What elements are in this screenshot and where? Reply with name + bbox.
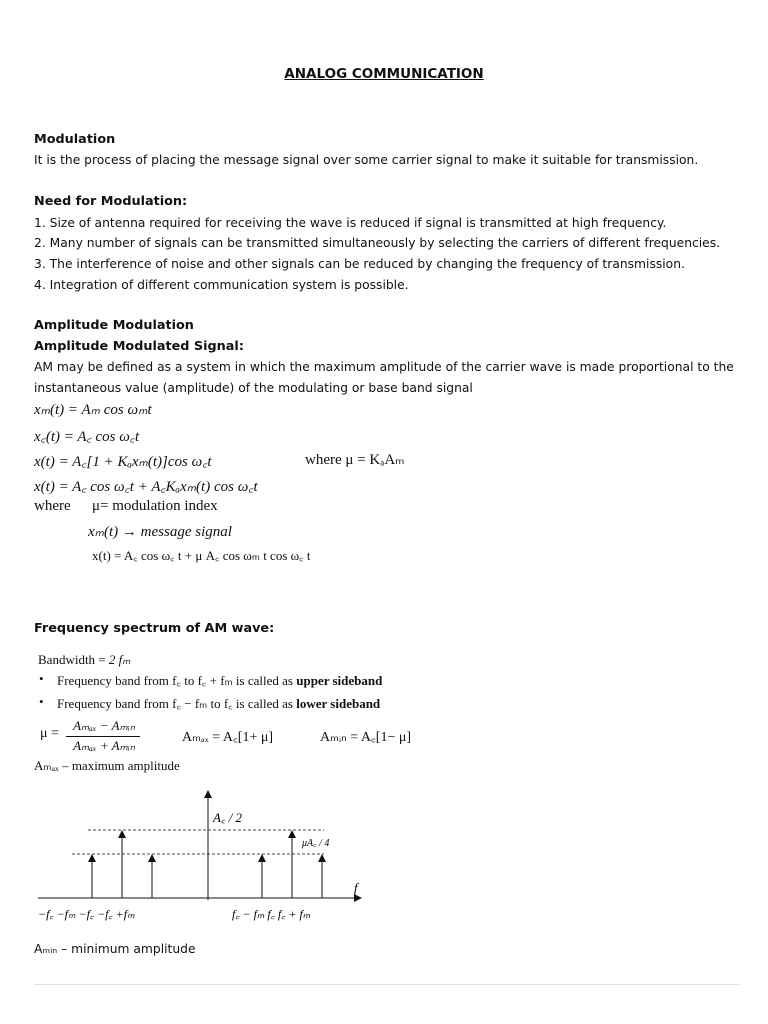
amin-definition: Aₘᵢₙ – minimum amplitude [34,942,196,956]
lower-sideband-text: Frequency band from f꜀ − fₘ to f꜀ is called as [57,696,297,711]
am-signal-heading: Amplitude Modulated Signal: [34,339,244,354]
modulation-index-definition: μ= modulation index [92,498,218,514]
modulation-heading: Modulation [34,132,116,147]
lower-sideband-term: lower sideband [296,696,381,711]
equation-message: xₘ(t) = Aₘ cos ωₘt [34,402,152,418]
upper-sideband-term: upper sideband [296,673,383,688]
upper-sideband-bullet [57,671,382,689]
equation-am-expanded: x(t) = A꜀ cos ω꜀t + A꜀Kₐxₘ(t) cos ω꜀t [34,479,258,495]
bandwidth-line [38,652,130,668]
fraction-line [66,736,140,737]
fraction-numerator: Aₘₐₓ − Aₘᵢₙ [73,718,135,733]
equation-mu-definition: where μ = KₐAₘ [305,452,405,468]
equation-am-final: x(t) = A꜀ cos ω꜀ t + μ A꜀ cos ωₘ t cos ω꜀ t [92,548,311,563]
page-title: ANALOG COMMUNICATION [284,66,484,82]
where-label: where [34,498,71,514]
bandwidth-value: 2 fₘ [108,652,131,667]
modulation-definition: It is the process of placing the message signal over some carrier signal to make it suitable for transmission. [34,153,699,167]
negative-frequency-labels: −f꜀ −fₘ −f꜀ −f꜀ +fₘ [38,907,135,921]
mu-symbol: μ = [40,726,59,741]
upper-sideband-text: Frequency band from f꜀ to f꜀ + fₘ is called as [57,673,297,688]
am-spectrum-diagram [34,788,374,928]
message-signal-definition: xₘ(t) → message signal [88,524,232,540]
need-item-4: 4. Integration of different communication system is possible. [34,278,409,292]
amax-definition: Aₘₐₓ – maximum amplitude [34,758,180,773]
page-divider [34,984,740,985]
lower-sideband-bullet [57,694,380,712]
need-item-2: 2. Many number of signals can be transmitted simultaneously by selecting the carriers of different frequencies. [34,236,721,250]
spectrum-heading: Frequency spectrum of AM wave: [34,621,275,636]
amax-equation: Aₘₐₓ = A꜀[1+ μ] [182,730,274,745]
positive-frequency-labels: f꜀ − fₘ f꜀ f꜀ + fₘ [232,907,311,921]
need-item-1: 1. Size of antenna required for receiving the wave is reduced if signal is transmitted at high frequency. [34,216,667,230]
need-heading: Need for Modulation: [34,194,188,209]
equation-carrier: x꜀(t) = A꜀ cos ω꜀t [34,429,140,445]
fraction-denominator: Aₘₐₓ + Aₘᵢₙ [73,738,135,753]
equation-am: x(t) = A꜀[1 + Kₐxₘ(t)]cos ω꜀t [34,454,212,470]
amin-equation: Aₘᵢₙ = A꜀[1− μ] [320,730,412,745]
am-definition: AM may be defined as a system in which the maximum amplitude of the carrier wave is made proportional to the instantaneous value (amplitude) of the modulating or base band signal [34,360,734,395]
carrier-amplitude-label: A꜀ / 2 [213,810,243,825]
need-item-3: 3. The interference of noise and other signals can be reduced by changing the frequency of transmission. [34,257,685,271]
sideband-amplitude-label: μA꜀ / 4 [302,838,330,849]
frequency-axis-label: f [354,880,358,895]
am-heading: Amplitude Modulation [34,318,194,333]
bandwidth-label: Bandwidth = [38,652,109,667]
